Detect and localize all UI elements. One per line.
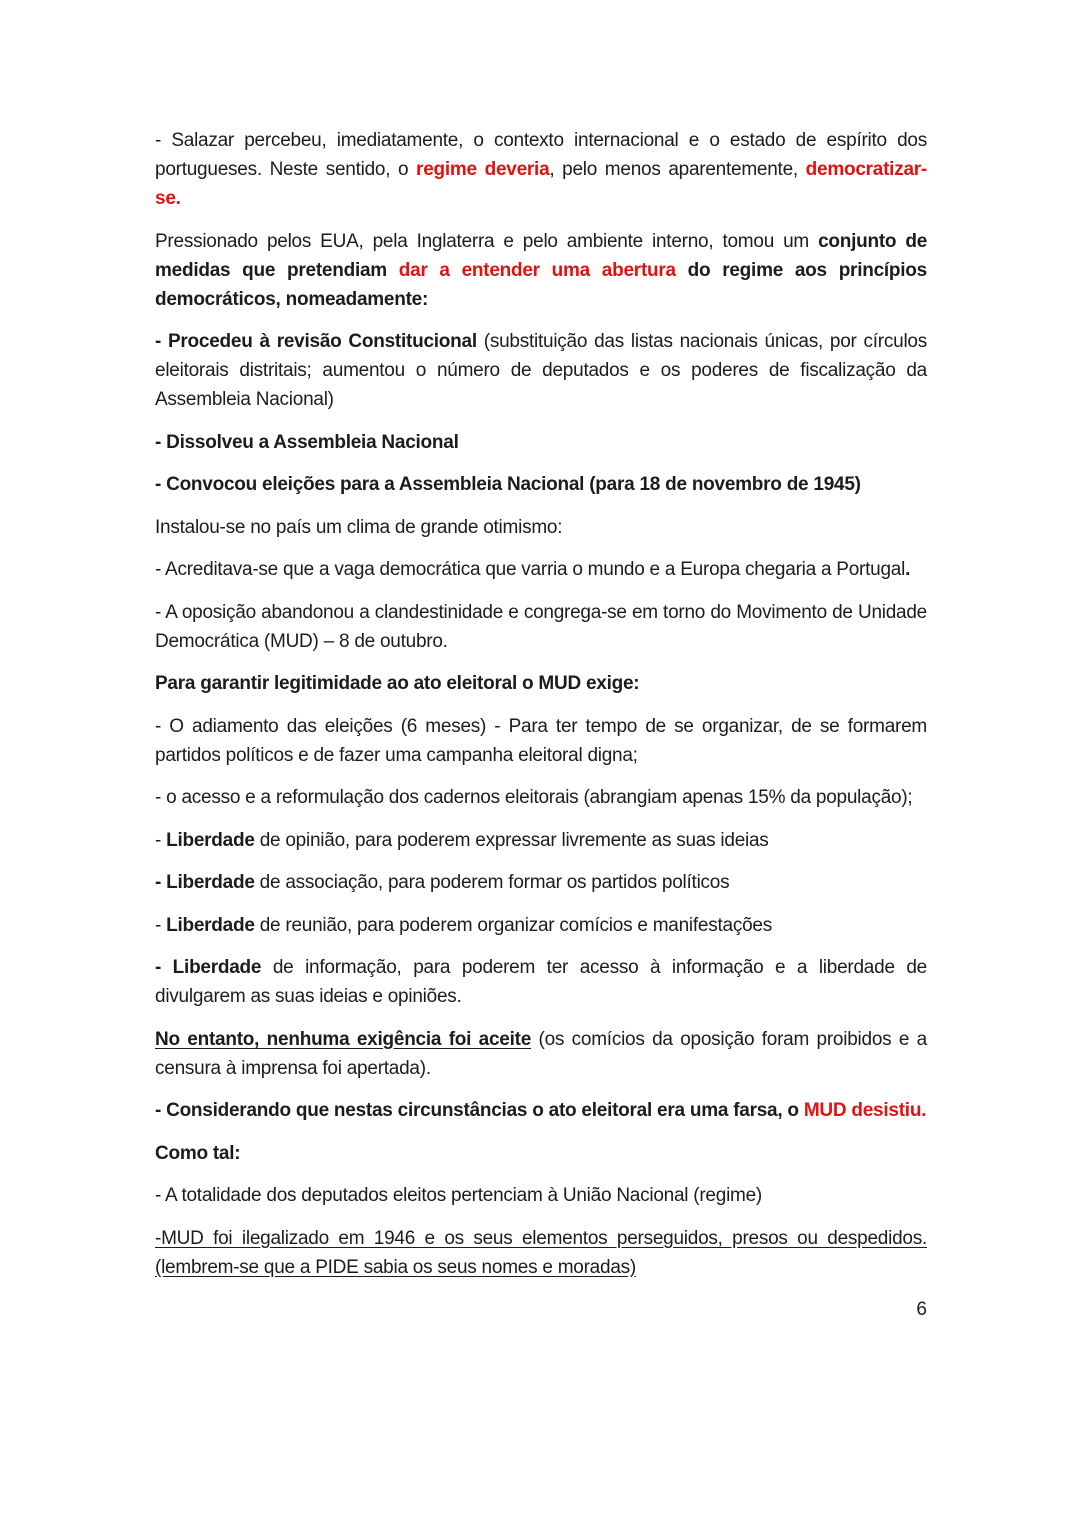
text-run: - Liberdade [155,872,255,893]
para-nenhuma-exigencia [155,1025,927,1083]
text-run: - Convocou eleições para a Assembleia Nacional (para 18 de novembro de 1945) [155,474,861,495]
para-mud-desistiu [155,1096,927,1125]
text-run: - [155,914,167,936]
para-mud-ilegalizado [155,1224,927,1282]
text-run: - Dissolveu a Assembleia Nacional [155,431,459,453]
text-run: Para garantir legitimidade ao ato eleitoral o MUD exige: [155,673,640,694]
text-run: . [905,559,911,580]
para-convocou-eleicoes [155,470,927,499]
para-mud-exige [155,669,927,698]
text-run: - Considerando que nestas circunstâncias o ato eleitoral era uma farsa, o [155,1100,804,1121]
text-run: - A oposição abandonou a clandestinidade e congrega-se em torno do Movimento de Unidade Democrática (MUD) – 8 de outubro. [155,601,927,652]
text-run: de informação, para poderem ter acesso à informação e a liberdade de divulgarem as suas ideias e opiniões. [155,957,927,1007]
text-run: democratizar-se. [155,159,928,209]
para-vaga-democratica [155,555,927,584]
text-run: Pressionado pelos EUA, pela Inglaterra e pelo ambiente interno, tomou um [155,230,819,252]
text-run: No entanto, nenhuma exigência foi aceite [155,1028,532,1050]
text-run: (os comícios da oposição foram proibidos e a censura à imprensa foi apertada). [155,1028,927,1079]
text-run: Liberdade [166,914,255,936]
text-run: - Procedeu à revisão Constitucional [155,331,484,352]
para-revisao-constitucional [155,327,927,414]
para-liberdade-reuniao [155,911,927,940]
text-run: - O adiamento das eleições (6 meses) - Para ter tempo de se organizar, de se formarem partidos políticos e de fazer uma campanha eleitoral digna; [155,715,927,766]
text-run: de reunião, para poderem organizar comícios e manifestações [254,914,772,936]
para-uniao-nacional [155,1181,927,1210]
text-run: - Acreditava-se que a vaga democrática que varria o mundo e a Europa chegaria a Portugal [155,559,906,580]
text-run: - o acesso e a reformulação dos cadernos eleitorais (abrangiam apenas 15% da população); [155,787,913,808]
text-run: conjunto de medidas que pretendiam [155,230,928,281]
text-run: Como tal: [155,1142,241,1164]
para-pressionado-eua [155,227,927,314]
text-run: Liberdade [166,829,255,851]
text-run: dar a entender uma abertura [398,259,676,281]
para-adiamento-eleicoes [155,712,927,770]
text-run: do regime aos princípios democráticos, nomeadamente: [155,259,927,310]
text-run: - [155,829,167,851]
para-liberdade-associacao [155,868,927,897]
para-liberdade-informacao [155,953,927,1011]
para-cadernos-eleitorais [155,783,927,812]
text-run: de opinião, para poderem expressar livremente as suas ideias [254,829,769,851]
para-clima-otimismo [155,513,927,542]
text-run: de associação, para poderem formar os partidos políticos [254,872,730,893]
text-run: , pelo menos aparentemente, [549,159,806,180]
para-salazar-contexto [155,126,927,213]
para-oposicao-mud [155,598,927,656]
para-dissolveu-assembleia [155,428,927,457]
para-como-tal [155,1139,927,1168]
document-body [155,126,927,1282]
text-run: (substituição das listas nacionais únicas, por círculos eleitorais distritais; aumentou o número de deputados e os poderes de fiscalização da Assembleia Nacional) [155,331,927,410]
text-run: Instalou-se no país um clima de grande otimismo: [155,516,563,538]
text-run: MUD desistiu. [803,1100,927,1121]
text-run: - Salazar percebeu, imediatamente, o contexto internacional e o estado de espírito dos portugueses. Neste sentido, o [155,130,927,180]
para-liberdade-opiniao [155,826,927,855]
text-run: -MUD foi ilegalizado em 1946 e os seus elementos perseguidos, presos ou despedidos. (lembrem-se que a PIDE sabia os seus nomes e moradas) [155,1227,927,1278]
text-run: regime deveria [416,159,550,180]
text-run: - Liberdade [155,957,262,978]
text-run: - A totalidade dos deputados eleitos pertenciam à União Nacional (regime) [155,1185,763,1206]
page-number: 6 [916,1299,927,1320]
